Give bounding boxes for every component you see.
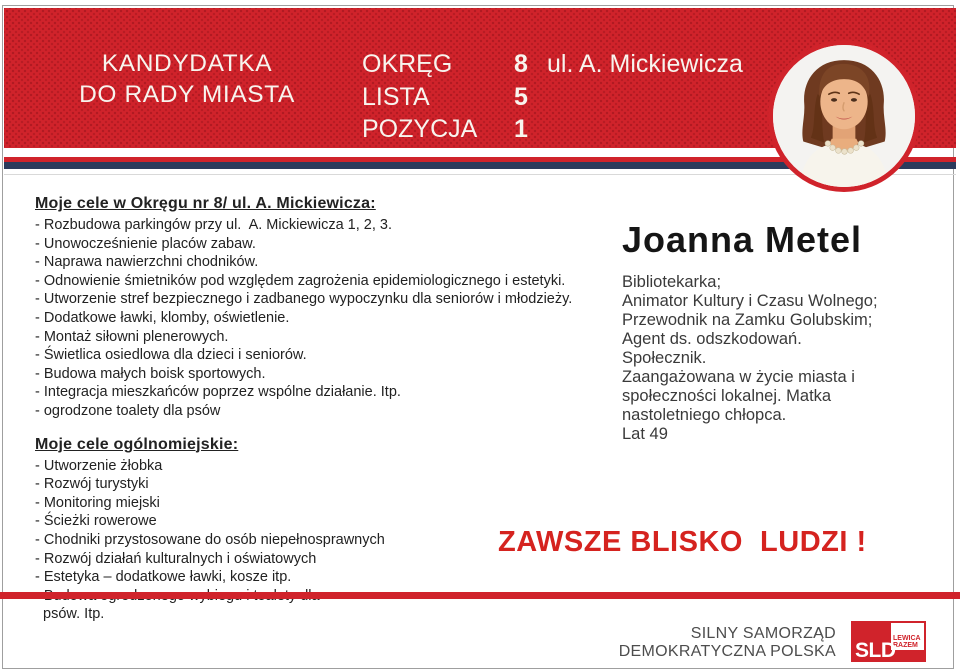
city-goals-heading: Moje cele ogólnomiejskie:: [35, 435, 239, 453]
district-goals-list: [35, 216, 620, 421]
goal-item: - Rozbudowa parkingów przy ul. A. Mickiewicza 1, 2, 3.: [35, 217, 393, 233]
pozycja-label: POZYCJA: [362, 115, 478, 143]
bio-line: Bibliotekarka;: [622, 273, 722, 291]
lista-label: LISTA: [362, 82, 430, 111]
role-title-line1: KANDYDATKA: [101, 50, 273, 77]
bio-line: społeczności lokalnej. Matka: [622, 387, 832, 405]
goal-item: - Utworzenie stref bezpiecznego i zadbanego wypoczynku dla seniorów i młodzieży.: [35, 291, 573, 308]
bio-line: Społecznik.: [622, 349, 707, 367]
goal-item: - Monitoring miejski: [35, 494, 160, 511]
goal-item: - ogrodzone toalety dla psów: [35, 402, 221, 419]
candidate-role-title: [62, 48, 312, 110]
candidate-photo: [768, 40, 920, 192]
goal-item: - Utworzenie żłobka: [35, 457, 163, 474]
goal-item: - Unowocześnienie placów zabaw.: [35, 235, 256, 252]
razem-label: RAZEM: [893, 642, 918, 649]
okreg-label: OKRĘG: [362, 50, 453, 78]
election-numbers: [362, 48, 528, 146]
district-goals-heading: Moje cele w Okręgu nr 8/ ul. A. Mickiewicza:: [35, 195, 376, 212]
bio-line: Przewodnik na Zamku Golubskim;: [622, 311, 873, 329]
sld-logo: [851, 621, 926, 662]
motto-line1: SILNY SAMORZĄD: [690, 625, 836, 642]
goals-column: [35, 194, 620, 624]
role-title-line2: DO RADY MIASTA: [79, 81, 295, 108]
campaign-slogan: ZAWSZE BLISKO LUDZI !: [498, 526, 867, 558]
goal-item: - Chodniki przystosowane do osób niepełnosprawnych: [35, 531, 385, 548]
goal-item: - Rozwój turystyki: [35, 476, 149, 493]
candidate-portrait-illustration: [773, 45, 915, 187]
goal-item: - Integracja mieszkańców poprzez wspólne działanie. Itp.: [35, 384, 401, 401]
candidate-bio: [622, 273, 932, 444]
bio-line: Animator Kultury i Czasu Wolnego;: [622, 292, 878, 310]
district-goals-section: [35, 194, 620, 421]
bio-line: nastoletniego chłopca.: [622, 406, 787, 424]
okreg-row: [362, 48, 528, 81]
goal-item: - Odnowienie śmietników pod względem zagrożenia epidemiologicznego i estetyki.: [35, 272, 566, 289]
lista-value: 5: [514, 82, 528, 111]
goal-item: - Budowa małych boisk sportowych.: [35, 365, 266, 382]
motto-line2: DEMOKRATYCZNA POLSKA: [618, 642, 836, 660]
lewica-label: LEWICA: [893, 635, 921, 642]
bio-line: Lat 49: [622, 425, 668, 443]
candidate-column: [622, 220, 932, 444]
goal-item: - Ścieżki rowerowe: [35, 513, 157, 530]
red-divider-band: [0, 592, 960, 599]
goal-item: - Estetyka – dodatkowe ławki, kosze itp.: [35, 569, 292, 586]
goal-item: psów. Itp.: [43, 606, 105, 623]
goal-item: - Rozwój działań kulturalnych i oświatowych: [35, 550, 317, 567]
sld-label: SLD: [855, 639, 896, 662]
bio-line: Agent ds. odszkodowań.: [622, 330, 802, 348]
candidate-name: Joanna Metel: [622, 219, 863, 260]
goal-item: - Dodatkowe ławki, klomby, oświetlenie.: [35, 309, 290, 326]
lista-row: [362, 81, 528, 114]
pozycja-row: [362, 113, 528, 146]
okreg-value: 8: [514, 50, 528, 78]
goal-item: - Naprawa nawierzchni chodników.: [35, 254, 259, 271]
pozycja-value: 1: [514, 115, 528, 143]
party-motto: [619, 625, 836, 660]
lewica-razem-label: [893, 635, 921, 649]
street-label: ul. A. Mickiewicza: [547, 50, 743, 78]
goal-item: - Świetlica osiedlowa dla dzieci i seniorów.: [35, 347, 307, 364]
goal-item: - Montaż siłowni plenerowych.: [35, 328, 229, 345]
bio-line: Zaangażowana w życie miasta i: [622, 368, 855, 386]
